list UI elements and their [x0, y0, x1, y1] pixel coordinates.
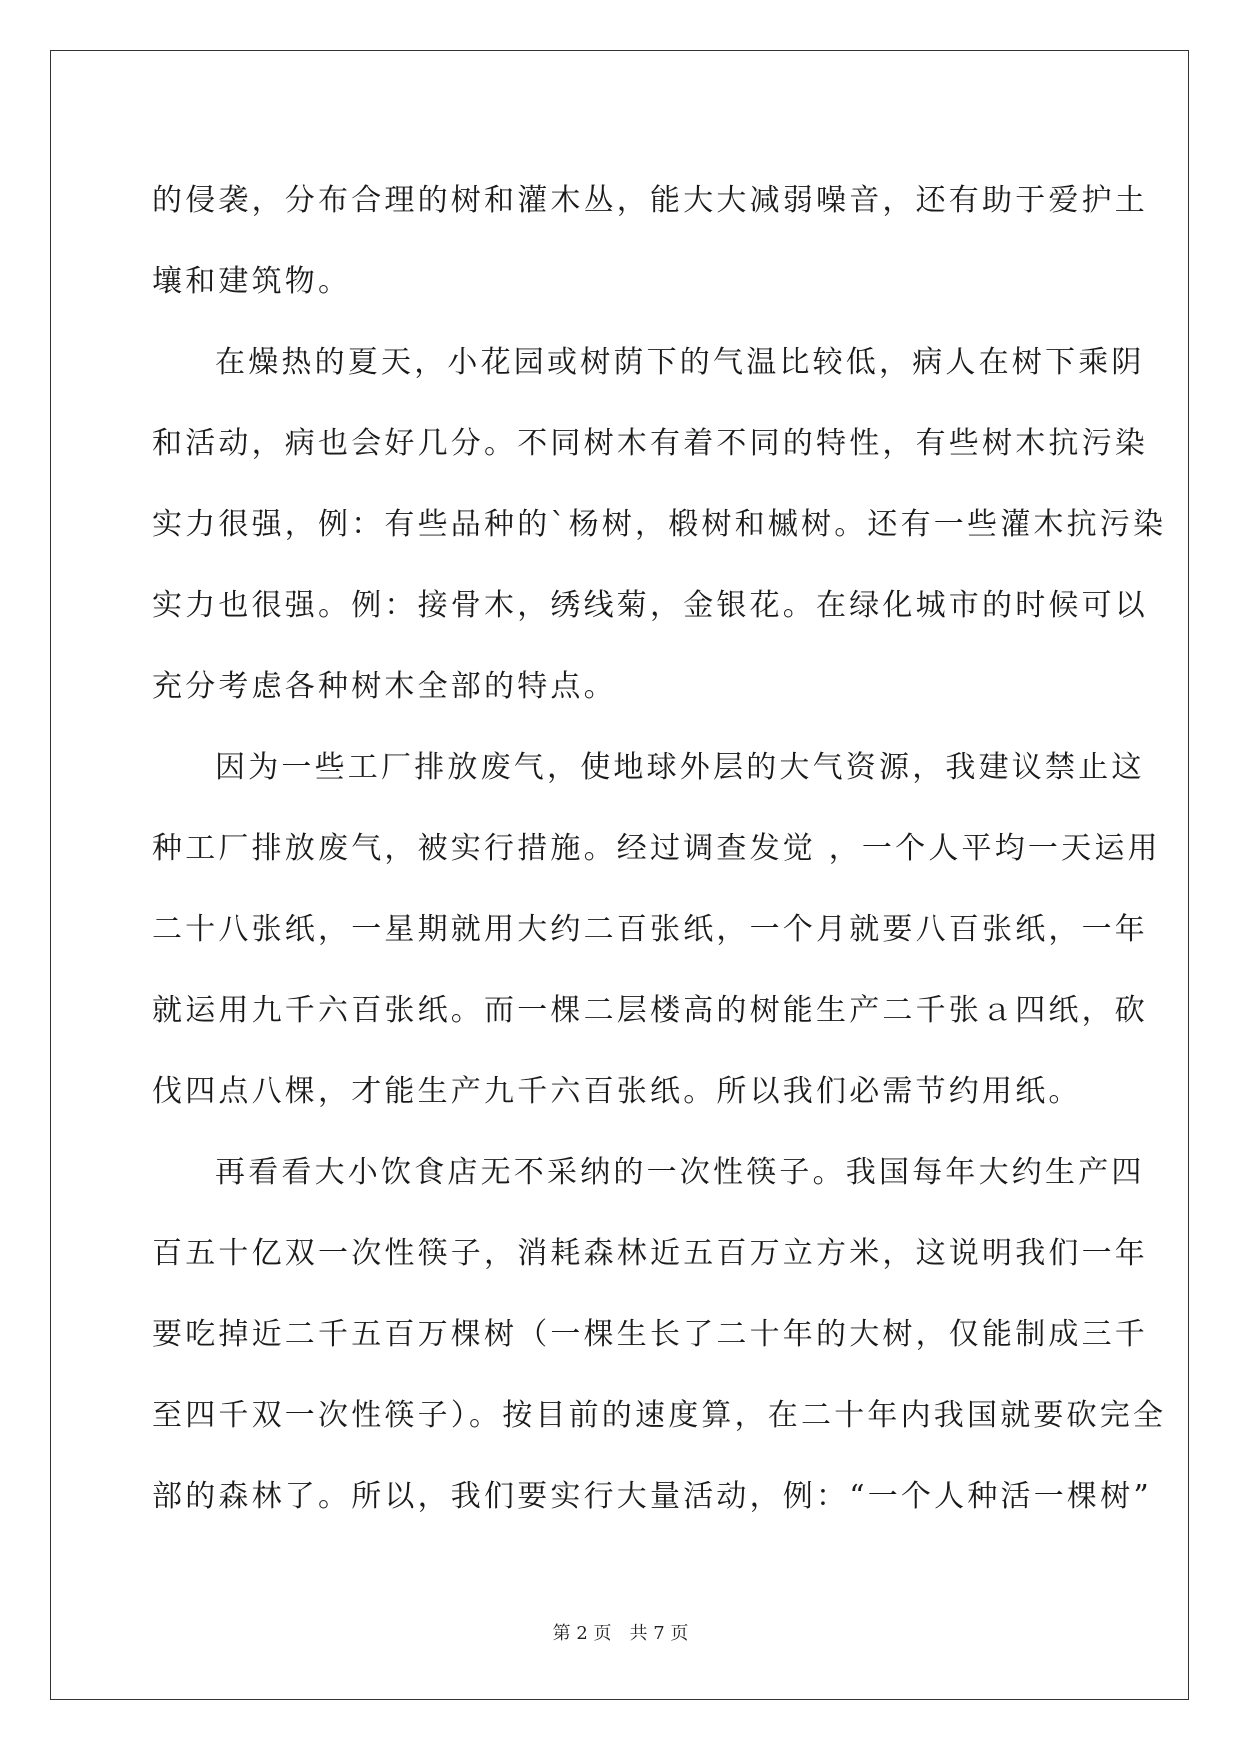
text-line: 至四千双一次性筷子）。按目前的速度算，在二十年内我国就要砍完全: [152, 1398, 1167, 1433]
document-body: [152, 160, 1167, 1537]
text-line: 二十八张纸，一星期就用大约二百张纸，一个月就要八百张纸，一年: [152, 912, 1148, 947]
text-line: 就运用九千六百张纸。而一棵二层楼高的树能生产二千张ａ四纸，砍: [152, 993, 1148, 1028]
paragraph-start-line: 再看看大小饮食店无不采纳的一次性筷子。我国每年大约生产四: [215, 1155, 1145, 1190]
text-line: 和活动，病也会好几分。不同树木有着不同的特性，有些树木抗污染: [152, 426, 1148, 461]
text-line: 伐四点八棵，才能生产九千六百张纸。所以我们必需节约用纸。: [152, 1074, 1082, 1109]
text-line: 种工厂排放废气，被实行措施。经过调查发觉 ，一个人平均一天运用: [152, 831, 1161, 866]
page-number-footer: 第 2 页 共 7 页: [552, 1623, 689, 1644]
text-line: 部的森林了。所以，我们要实行大量活动，例：“一个人种活一棵树”: [152, 1479, 1152, 1514]
text-line: 充分考虑各种树木全部的特点。: [152, 669, 617, 704]
text-line: 的侵袭，分布合理的树和灌木丛，能大大减弱噪音，还有助于爱护土: [152, 183, 1148, 218]
text-line: 实力也很强。例：接骨木，绣线菊，金银花。在绿化城市的时候可以: [152, 588, 1148, 623]
paragraph-start-line: 在燥热的夏天，小花园或树荫下的气温比较低，病人在树下乘阴: [215, 345, 1145, 380]
text-line: 实力很强，例：有些品种的`杨树，椴树和槭树。还有一些灌木抗污染: [152, 507, 1167, 542]
text-line: 壤和建筑物。: [152, 264, 352, 299]
text-line: 要吃掉近二千五百万棵树（一棵生长了二十年的大树，仅能制成三千: [152, 1317, 1148, 1352]
paragraph-start-line: 因为一些工厂排放废气，使地球外层的大气资源，我建议禁止这: [215, 750, 1145, 785]
text-line: 百五十亿双一次性筷子，消耗森林近五百万立方米，这说明我们一年: [152, 1236, 1148, 1271]
